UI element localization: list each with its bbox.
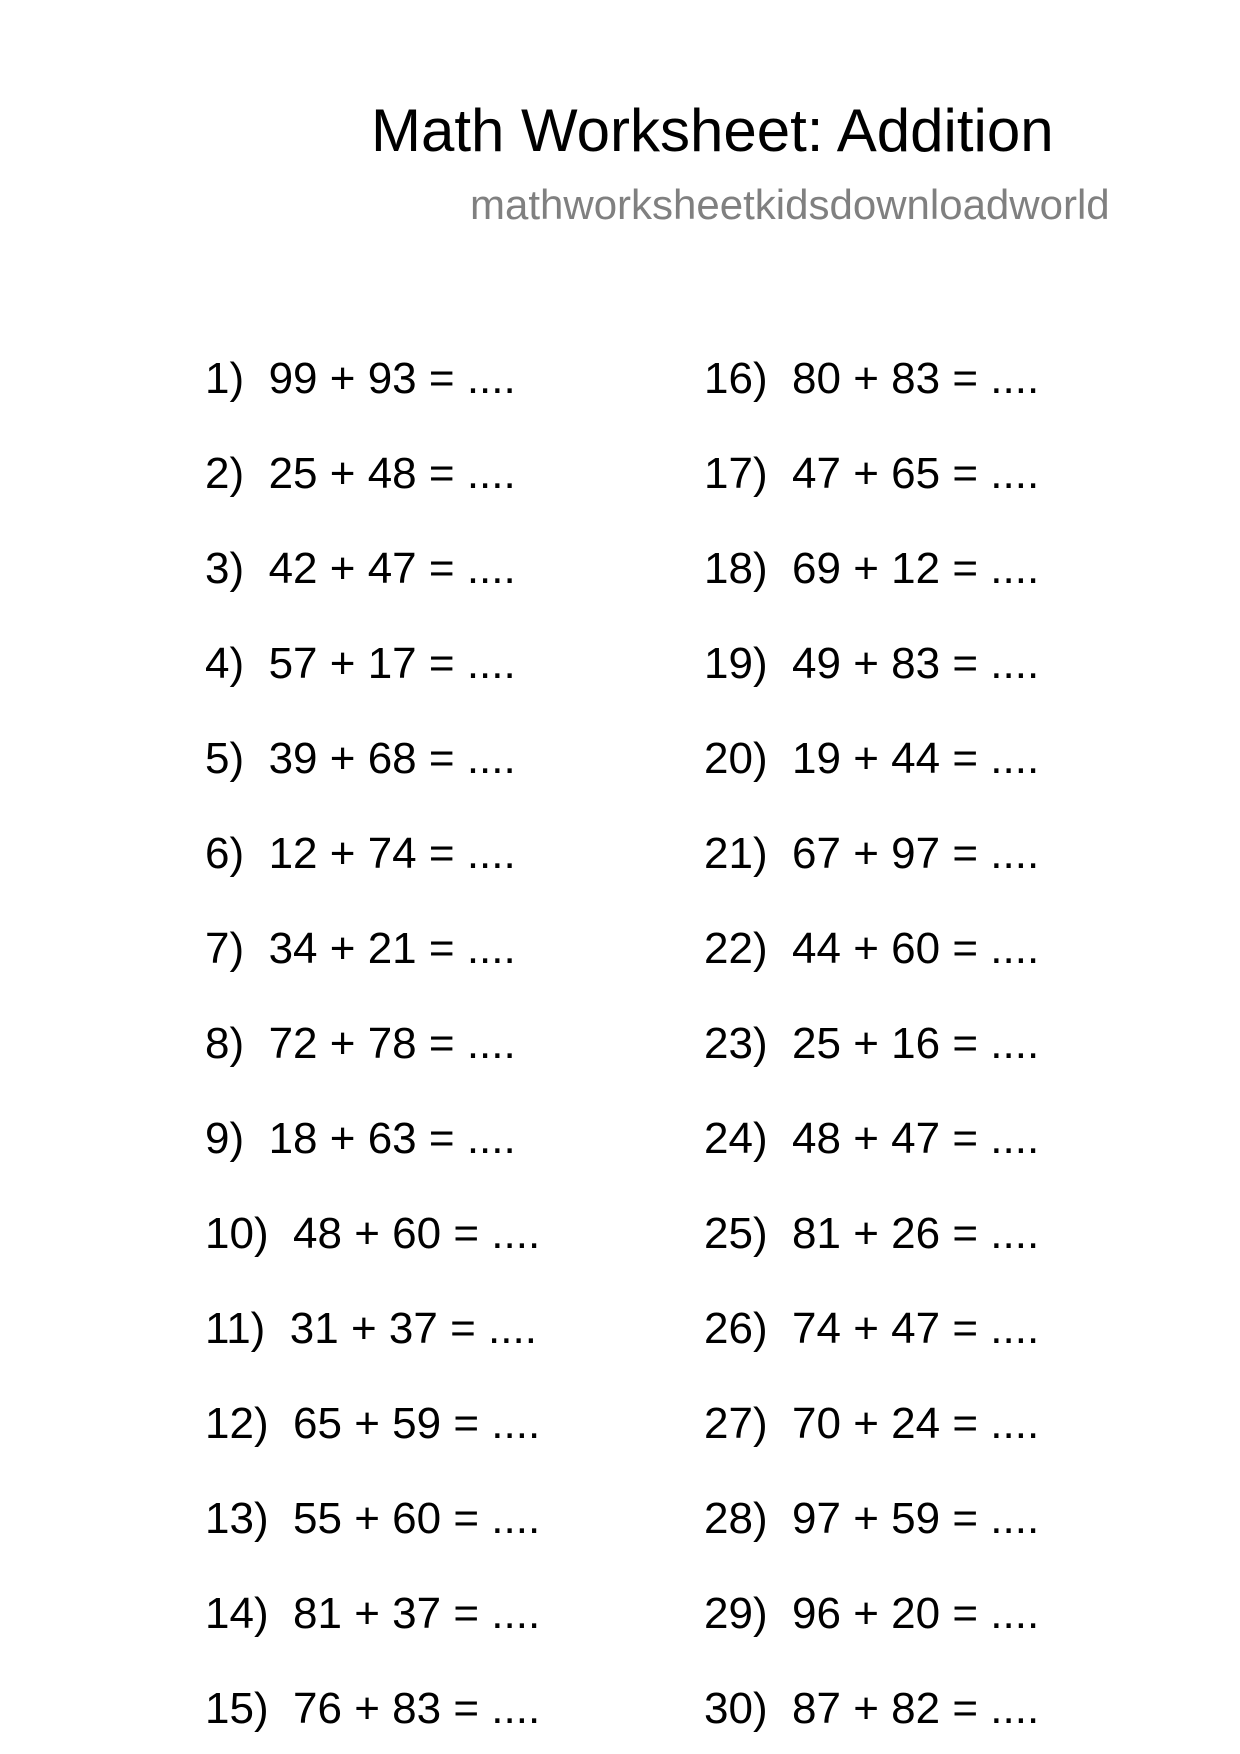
answer-blank: .... [990,1114,1040,1163]
plus-sign: + [853,449,879,498]
addend-b: 37 [388,1304,438,1353]
addition-problem [205,1589,540,1639]
plus-sign: + [853,354,879,403]
addend-b: 20 [891,1589,941,1638]
plus-sign: + [853,639,879,688]
answer-blank: .... [466,1114,516,1163]
addend-b: 47 [891,1304,941,1353]
answer-blank: .... [990,544,1040,593]
addend-b: 74 [367,829,417,878]
problem-number: 16) [704,354,768,403]
equals-sign: = [952,639,979,688]
answer-blank: .... [990,449,1040,498]
equals-sign: = [450,1304,476,1353]
addition-problem [704,1114,1039,1164]
addition-problem [704,449,1039,499]
problem-number: 22) [704,924,768,973]
plus-sign: + [853,1684,879,1733]
plus-sign: + [329,544,356,593]
answer-blank: .... [466,354,516,403]
problem-number: 18) [704,544,768,593]
problem-number: 4) [205,639,245,688]
addend-b: 47 [891,1114,941,1163]
problem-number: 27) [704,1399,768,1448]
plus-sign: + [354,1684,380,1733]
addition-problem [205,639,516,689]
addend-a: 47 [792,449,841,498]
answer-blank: .... [491,1684,541,1733]
addend-a: 97 [792,1494,841,1543]
answer-blank: .... [491,1399,541,1448]
addition-problem [704,1589,1039,1639]
problem-number: 21) [704,829,768,878]
addition-problem [704,1019,1039,1069]
plus-sign: + [853,1019,879,1068]
addend-b: 48 [367,449,417,498]
addend-a: 81 [792,1209,841,1258]
problem-number: 3) [205,544,245,593]
addend-a: 81 [293,1589,342,1638]
addend-b: 65 [891,449,941,498]
addend-a: 67 [792,829,841,878]
addition-problem [704,924,1039,974]
addend-b: 68 [367,734,417,783]
addend-b: 78 [367,1019,417,1068]
equals-sign: = [952,1019,979,1068]
addend-a: 65 [293,1399,342,1448]
plus-sign: + [354,1399,380,1448]
answer-blank: .... [466,639,516,688]
addition-problem [704,639,1039,689]
plus-sign: + [329,639,356,688]
addend-a: 74 [792,1304,841,1353]
addend-a: 31 [289,1304,339,1353]
problem-number: 25) [704,1209,768,1258]
addend-a: 87 [792,1684,841,1733]
addend-a: 69 [792,544,841,593]
answer-blank: .... [990,1684,1040,1733]
addend-b: 44 [891,734,941,783]
equals-sign: = [428,1114,455,1163]
worksheet-title: Math Worksheet: Addition [371,97,1054,164]
equals-sign: = [428,639,455,688]
addition-problem [205,1684,540,1734]
addition-problem [205,924,516,974]
addend-a: 76 [293,1684,342,1733]
addend-a: 57 [268,639,318,688]
equals-sign: = [952,544,979,593]
equals-sign: = [453,1399,480,1448]
equals-sign: = [952,1399,979,1448]
problem-number: 23) [704,1019,768,1068]
addend-b: 59 [392,1399,442,1448]
addend-a: 49 [792,639,841,688]
plus-sign: + [329,449,356,498]
equals-sign: = [428,544,455,593]
problem-number: 17) [704,449,768,498]
addition-problem [704,1494,1039,1544]
equals-sign: = [952,354,979,403]
answer-blank: .... [990,1589,1040,1638]
addition-problem [205,354,516,404]
answer-blank: .... [466,924,516,973]
addend-b: 83 [891,354,941,403]
addend-b: 26 [891,1209,941,1258]
problem-number: 24) [704,1114,768,1163]
problem-number: 2) [205,449,245,498]
answer-blank: .... [990,639,1040,688]
equals-sign: = [952,924,979,973]
problem-number: 20) [704,734,768,783]
plus-sign: + [853,734,879,783]
addition-problem [205,544,516,594]
equals-sign: = [952,829,979,878]
problem-number: 10) [205,1209,269,1258]
addend-a: 39 [268,734,318,783]
equals-sign: = [428,734,455,783]
addend-b: 60 [392,1494,442,1543]
plus-sign: + [853,1209,879,1258]
problem-number: 13) [205,1494,269,1543]
answer-blank: .... [466,449,516,498]
addend-a: 55 [293,1494,342,1543]
equals-sign: = [428,1019,455,1068]
plus-sign: + [354,1494,380,1543]
addend-b: 82 [891,1684,941,1733]
plus-sign: + [853,1494,879,1543]
equals-sign: = [428,354,455,403]
addend-b: 97 [891,829,941,878]
answer-blank: .... [990,1494,1040,1543]
plus-sign: + [329,924,356,973]
addend-b: 17 [367,639,417,688]
addition-problem [704,1304,1039,1354]
addend-b: 37 [392,1589,442,1638]
addend-a: 72 [268,1019,318,1068]
addend-a: 96 [792,1589,841,1638]
problem-number: 6) [205,829,245,878]
problem-number: 9) [205,1114,245,1163]
addition-problem [704,354,1039,404]
answer-blank: .... [491,1209,541,1258]
problem-number: 15) [205,1684,269,1733]
problem-number: 8) [205,1019,245,1068]
answer-blank: .... [466,1019,516,1068]
answer-blank: .... [466,544,516,593]
answer-blank: .... [990,924,1040,973]
equals-sign: = [952,449,979,498]
addend-b: 60 [392,1209,442,1258]
plus-sign: + [329,734,356,783]
addition-problem [205,734,516,784]
plus-sign: + [853,1399,879,1448]
addend-b: 24 [891,1399,941,1448]
equals-sign: = [952,1304,979,1353]
equals-sign: = [952,1589,979,1638]
addition-problem [205,1399,540,1449]
plus-sign: + [329,1019,356,1068]
problem-number: 1) [205,354,245,403]
addition-problem [704,1399,1039,1449]
answer-blank: .... [488,1304,537,1353]
problem-number: 14) [205,1589,269,1638]
plus-sign: + [354,1589,380,1638]
problem-number: 19) [704,639,768,688]
addition-problem [704,1684,1039,1734]
answer-blank: .... [491,1589,541,1638]
plus-sign: + [853,1114,879,1163]
addend-b: 60 [891,924,941,973]
addition-problem [205,1019,516,1069]
equals-sign: = [952,1209,979,1258]
equals-sign: = [453,1494,480,1543]
addition-problem [704,1209,1039,1259]
problem-number: 5) [205,734,245,783]
addend-a: 19 [792,734,841,783]
plus-sign: + [853,1304,879,1353]
plus-sign: + [853,1589,879,1638]
addend-a: 48 [792,1114,841,1163]
addend-a: 18 [268,1114,318,1163]
answer-blank: .... [466,829,516,878]
addition-problem [205,449,516,499]
addend-a: 25 [268,449,318,498]
answer-blank: .... [990,1304,1040,1353]
addend-b: 83 [891,639,941,688]
plus-sign: + [329,829,356,878]
answer-blank: .... [990,1399,1040,1448]
plus-sign: + [329,1114,356,1163]
problem-number: 29) [704,1589,768,1638]
answer-blank: .... [990,734,1040,783]
plus-sign: + [329,354,356,403]
problem-number: 26) [704,1304,768,1353]
addend-a: 25 [792,1019,841,1068]
addition-problem [704,544,1039,594]
addend-a: 80 [792,354,841,403]
plus-sign: + [853,924,879,973]
addend-b: 12 [891,544,941,593]
problem-number: 12) [205,1399,269,1448]
problem-number: 11) [205,1304,266,1353]
plus-sign: + [350,1304,377,1353]
equals-sign: = [952,1494,979,1543]
addition-problem [704,734,1039,784]
addition-problem [205,1209,540,1259]
addend-b: 93 [367,354,417,403]
equals-sign: = [453,1209,480,1258]
answer-blank: .... [491,1494,541,1543]
answer-blank: .... [990,829,1040,878]
addend-b: 63 [367,1114,417,1163]
equals-sign: = [428,924,455,973]
addend-b: 16 [891,1019,941,1068]
addend-a: 12 [268,829,318,878]
addition-problem [205,1494,540,1544]
addend-b: 21 [367,924,417,973]
addition-problem [704,829,1039,879]
equals-sign: = [453,1589,480,1638]
plus-sign: + [853,544,879,593]
addend-b: 59 [891,1494,941,1543]
problem-number: 30) [704,1684,768,1733]
addition-problem [205,829,516,879]
addend-a: 48 [293,1209,342,1258]
plus-sign: + [853,829,879,878]
equals-sign: = [952,1684,979,1733]
addend-b: 47 [367,544,417,593]
addition-problem [205,1304,537,1354]
answer-blank: .... [990,1019,1040,1068]
equals-sign: = [453,1684,480,1733]
equals-sign: = [952,1114,979,1163]
addition-problem [205,1114,516,1164]
addend-a: 44 [792,924,841,973]
problem-number: 28) [704,1494,768,1543]
worksheet-source-watermark: mathworksheetkidsdownloadworld [470,181,1110,228]
problem-number: 7) [205,924,245,973]
answer-blank: .... [466,734,516,783]
addend-a: 34 [268,924,318,973]
addend-a: 70 [792,1399,841,1448]
equals-sign: = [428,449,455,498]
equals-sign: = [428,829,455,878]
addend-a: 99 [268,354,318,403]
equals-sign: = [952,734,979,783]
answer-blank: .... [990,1209,1040,1258]
addend-a: 42 [268,544,318,593]
answer-blank: .... [990,354,1040,403]
addend-b: 83 [392,1684,442,1733]
plus-sign: + [354,1209,380,1258]
